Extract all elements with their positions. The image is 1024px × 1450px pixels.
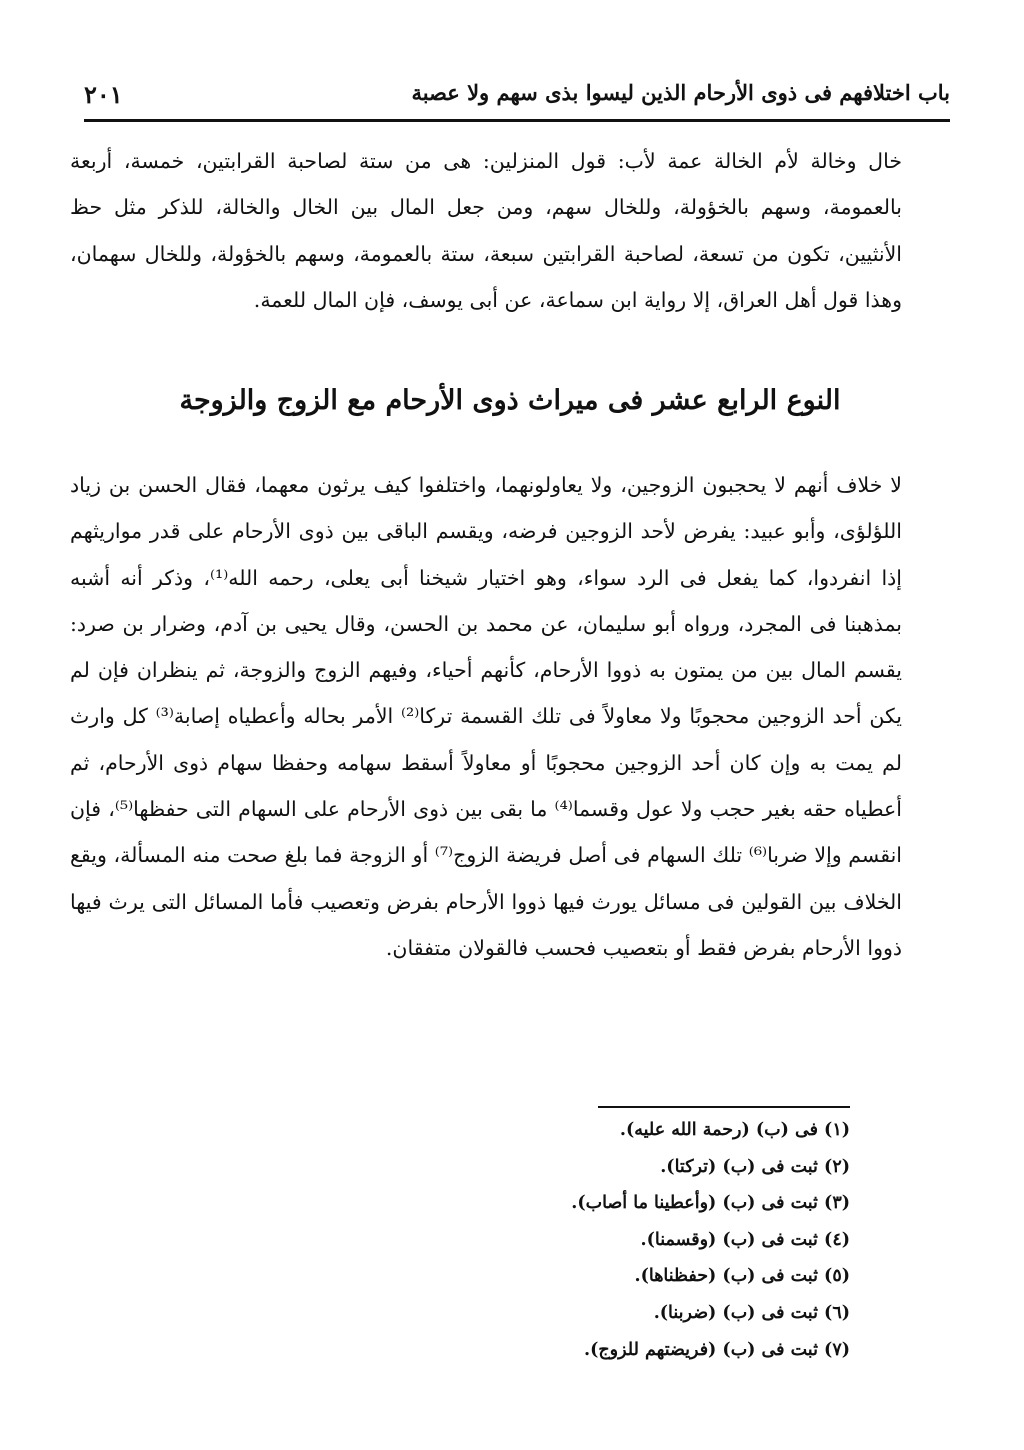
footnote-3: (٣) ثبت فى (ب) (وأعطينا ما أصاب). — [571, 1193, 850, 1214]
running-header-title: باب اختلافهم فى ذوى الأرحام الذين ليسوا بذى سهم ولا عصبة — [411, 80, 950, 105]
footnote-divider — [598, 1106, 850, 1108]
footnote-4: (٤) ثبت فى (ب) (وقسمنا). — [640, 1229, 850, 1250]
header-rule — [84, 119, 950, 122]
footnote-1: (١) فى (ب) (رحمة الله عليه). — [619, 1120, 850, 1140]
footnote-6: (٦) ثبت فى (ب) (ضربنا). — [653, 1302, 850, 1323]
section-heading: النوع الرابع عشر فى ميراث ذوى الأرحام مع الزوج والزوجة — [179, 385, 841, 416]
footnote-2: (٢) ثبت فى (ب) (تركتا). — [660, 1156, 850, 1177]
page-number: ٢٠١ — [84, 80, 123, 109]
paragraph-2: لا خلاف أنهم لا يحجبون الزوجين، ولا يعاولونهما، واختلفوا كيف يرثون معهما، فقال الحسن بن زياد اللؤلؤى، وأبو عبيد: يفرض لأحد الزوجين فرضه، ويقسم الباقى بين ذوى الأرحام على قدر مواريثهم إذا انفردوا، كما يفعل فى الرد سواء، وهو اختيار شيخنا أبى يعلى، رحمه الله⁽¹⁾، وذكر أنه أشبه بمذهبنا فى المجرد، ورواه أبو سليمان، عن محمد بن الحسن، وقال يحيى بن آدم، وضرار بن صرد: يقسم المال بين من يمتون به ذووا الأرحام، كأنهم أحياء، وفيهم الزوج والزوجة، ثم ينظران فإن لم يكن أحد الزوجين محجوبًا ولا معاولاً فى تلك القسمة تركا⁽²⁾ الأمر بحاله وأعطياه إصابة⁽³⁾ كل وارث لم يمت به وإن كان أحد الزوجين محجوبًا أو معاولاً أسقط سهامه وحفظا سهام ذوى الأرحام، ثم أعطياه حقه بغير حجب ولا عول وقسما⁽⁴⁾ ما بقى بين ذوى الأرحام على السهام التى حفظها⁽⁵⁾، فإن انقسم وإلا ضربا⁽⁶⁾ تلك السهام فى أصل فريضة الزوج⁽⁷⁾ أو الزوجة فما بلغ صحت منه المسألة، ويقع الخلاف بين القولين فى مسائل يورث فيها ذووا الأرحام بفرض وتعصيب فأما المسائل التى يرث فيها ذووا الأرحام بفرض فقط أو بتعصيب فحسب فالقولان متفقان. — [70, 473, 902, 960]
running-header — [84, 80, 950, 124]
footnotes-list — [300, 1112, 850, 1368]
footnote-7: (٧) ثبت فى (ب) (فريضتهم للزوج). — [584, 1339, 850, 1360]
paragraph-1: خال وخالة لأم الخالة عمة لأب: قول المنزلين: هى من ستة لصاحبة القرابتين، خمسة، أربعة بالعمومة، وسهم بالخؤولة، وللخال سهم، ومن جعل المال بين الخال والخالة، للذكر مثل حظ الأنثيين، تكون من تسعة، لصاحبة القرابتين سبعة، ستة بالعمومة، وسهم بالخؤولة، وللخال سهمان، وهذا قول أهل العراق، إلا رواية ابن سماعة، عن أبى يوسف، فإن المال للعمة. — [70, 149, 902, 312]
footnote-5: (٥) ثبت فى (ب) (حفظناها). — [634, 1266, 850, 1287]
